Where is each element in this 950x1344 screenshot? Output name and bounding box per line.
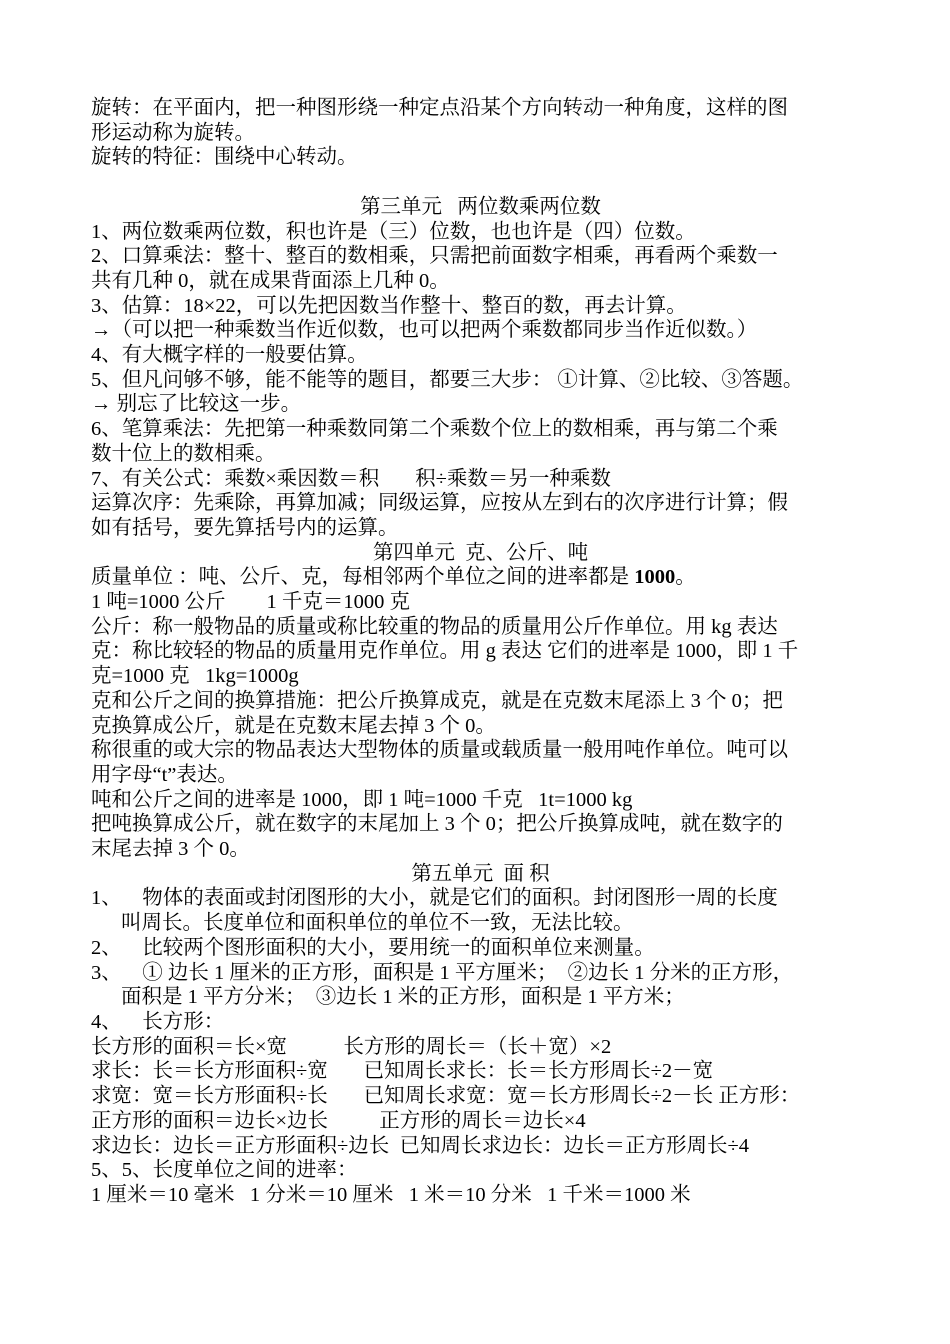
spacer <box>91 170 870 195</box>
list-item: 4、 长方形： <box>91 1011 225 1033</box>
text-line: 末尾去掉 3 个 0。 <box>91 838 250 861</box>
text-line: 称很重的或大宗的物品表达大型物体的质量或载质量一般用吨作单位。吨可以 <box>91 739 788 762</box>
list-item: 3、 ① 边长 1 厘米的正方形，面积是 1 平方厘米； ②边长 1 分米的正方形， <box>91 961 794 984</box>
formula-line: 1 厘米＝10 毫米 1 分米＝10 厘米 1 米＝10 分米 1 千米＝1000 米 <box>91 1183 691 1206</box>
text-line: 1 吨=1000 公斤 1 千克＝1000 克 <box>91 591 411 614</box>
text-line: 吨和公斤之间的进率是 1000，即 1 吨=1000 千克 1t=1000 kg <box>91 788 633 811</box>
text-line: 2、口算乘法：整十、整百的数相乘，只需把前面数字相乘，再看两个乘数一 <box>91 245 778 268</box>
text-line: 运算次序：先乘除，再算加减；同级运算，应按从左到右的次序进行计算；假 <box>91 492 788 515</box>
bold-number: 1000 <box>634 566 676 589</box>
list-item: 2、 比较两个图形面积的大小，要用统一的面积单位来测量。 <box>91 936 655 959</box>
text-line: 克=1000 克 1kg=1000g <box>91 665 299 688</box>
text-line: 把吨换算成公斤，就在数字的末尾加上 3 个 0；把公斤换算成吨，就在数字的 <box>91 813 783 836</box>
text-fragment: 质量单位 ：吨、公斤、克，每相邻两个单位之间的进率都是 <box>91 566 635 589</box>
text-line: 1、两位数乘两位数，积也许是（三）位数，也也许是（四）位数。 <box>91 220 696 243</box>
list-item: 5、5、长度单位之间的进率： <box>91 1159 358 1182</box>
text-line: 数十位上的数相乘。 <box>91 442 276 465</box>
text-line: 克：称比较轻的物品的质量用克作单位。用 g 表达 它们的进率是 1000，即 1 千 <box>91 640 799 663</box>
formula-line: 正方形的面积＝边长×边长 正方形的周长＝边长×4 <box>91 1109 586 1132</box>
text-line: → 别忘了比较这一步。 <box>91 393 302 416</box>
text-line: 克和公斤之间的换算措施：把公斤换算成克，就是在克数末尾添上 3 个 0；把 <box>91 689 783 712</box>
formula-line: 求宽：宽＝长方形面积÷长 已知周长求宽：宽＝长方形周长÷2－长 正方形： <box>91 1085 801 1108</box>
list-item: 1、 物体的表面或封闭图形的大小，就是它们的面积。封闭图形一周的长度 <box>91 887 778 910</box>
list-item-continuation: 叫周长。长度单位和面积单位的单位不一致，无法比较。 <box>121 912 634 935</box>
text-line <box>91 565 870 590</box>
text-line: 6、笔算乘法：先把第一种乘数同第二个乘数个位上的数相乘，再与第二个乘 <box>91 418 778 441</box>
text-line: 4、有大概字样的一般要估算。 <box>91 344 368 367</box>
text-line: 形运动称为旋转。 <box>91 121 255 144</box>
section-heading-unit-3: 第三单元 两位数乘两位数 <box>360 195 601 218</box>
text-line: →（可以把一种乘数当作近似数，也可以把两个乘数都同步当作近似数。） <box>91 319 758 342</box>
section-heading-unit-4: 第四单元 克、公斤、吨 <box>372 541 589 564</box>
text-line: 如有括号，要先算括号内的运算。 <box>91 516 399 539</box>
text-line: 旋转的特征：围绕中心转动。 <box>91 146 358 169</box>
list-item-continuation: 面积是 1 平方分米； ③边长 1 米的正方形，面积是 1 平方米； <box>121 986 685 1009</box>
text-line: 5、但凡问够不够，能不能等的题目，都要三大步： ①计算、②比较、③答题。 <box>91 368 804 391</box>
text-line: 公斤：称一般物品的质量或称比较重的物品的质量用公斤作单位。用 kg 表达 <box>91 615 778 638</box>
text-line: 7、有关公式：乘数×乘因数＝积 积÷乘数＝另一种乘数 <box>91 467 611 490</box>
text-line: 用字母“t”表达。 <box>91 763 238 786</box>
text-line: 3、估算：18×22，可以先把因数当作整十、整百的数，再去计算。 <box>91 294 687 317</box>
text-line: 共有几种 0，就在成果背面添上几种 0。 <box>91 269 450 292</box>
text-fragment: 。 <box>675 566 696 589</box>
formula-line: 求长：长＝长方形面积÷宽 已知周长求长：长＝长方形周长÷2－宽 <box>91 1060 714 1083</box>
text-line: 旋转：在平面内，把一种图形绕一种定点沿某个方向转动一种角度，这样的图 <box>91 97 788 119</box>
section-heading-unit-5: 第五单元 面 积 <box>411 862 550 885</box>
formula-line: 求边长：边长＝正方形面积÷边长 已知周长求边长：边长＝正方形周长÷4 <box>91 1134 750 1157</box>
text-line: 克换算成公斤，就是在克数末尾去掉 3 个 0。 <box>91 714 496 737</box>
formula-line: 长方形的面积＝长×宽 长方形的周长＝（长＋宽）×2 <box>91 1035 612 1058</box>
